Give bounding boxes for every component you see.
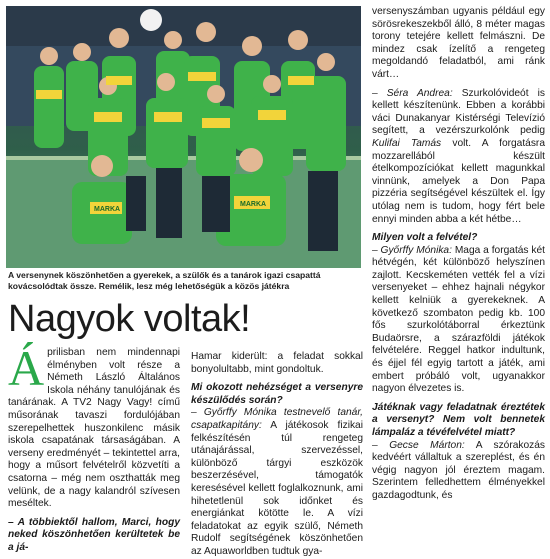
speaker-name: – Győrffy Mónika: bbox=[372, 244, 452, 256]
answer-text: volt. A forgatásra mozzarellából készült ételkompozíciókat kellett magunkkal vinnünk, amelyek a Don Papa pizzéria segítségével készültek el. Így utólag nem is tudom, hogy fért bele ennyi minden abba a két hétbe… bbox=[372, 137, 545, 225]
article-column-1 bbox=[8, 340, 180, 555]
article-column-2 bbox=[191, 351, 363, 559]
team-photo bbox=[6, 6, 361, 268]
interview-question: – A többiektől hallom, Marci, hogy neked köszönhetően kerültetek be a já- bbox=[8, 516, 180, 553]
team-photo-illustration bbox=[6, 6, 361, 268]
speaker-name: – Séra Andrea: bbox=[372, 87, 453, 99]
paragraph: versenyszámban ugyanis például egy sörösrekeszekből álló, 8 méter magas torony tetejére kellett felmászni. De mindez csak ízelítő a rengeteg megoldandó feladatból, ami ránk várt… bbox=[372, 6, 545, 80]
article-headline: Nagyok voltak! bbox=[8, 298, 251, 340]
photo-caption: A versenynek köszönhetően a gyerekek, a szülők és a tanárok igazi csapattá kovácsolódtak össze. Remélik, lesz még lehetőségük a közös játékra bbox=[8, 270, 321, 291]
answer-text: Maga a forgatás két hétvégén, két különböző helyszínen zajlott. Kecskeméten vették fel a vízi versenyeket – ehhez hajnali négykor kellett kelniük a gyerekeknek. A következő szombaton pedig kb. 100 fős szurkolótáborral érkeztünk Budaörsre, a szárazföldi játékok felvételére. Reggel hatkor indultunk, és éjjel fél egyig tartott a játék, ami embert próbáló volt, ugyanakkor nagyon élvezetes is. bbox=[372, 244, 545, 395]
speaker-name: – Gecse Márton: bbox=[372, 439, 465, 451]
answer-text: A szórakozás kedvéért vállaltuk a szereplést, és én végig nagyon jól éreztem magam. Szerintem felledhettem élményekkel gazdagodtunk, és bbox=[372, 439, 546, 501]
article-column-3 bbox=[372, 6, 545, 503]
interview-question: Játéknak vagy feladatnak éreztétek a versenyt? Nem volt bennetek lámpaláz a tévéfelvétel miatt? bbox=[372, 401, 545, 438]
shirt-logo-text: MARKA bbox=[94, 206, 121, 213]
person-name: Kulifai Tamás bbox=[372, 137, 442, 149]
speaker-name: – Győrffy Mónika testnevelő tanár, csapatkapitány: bbox=[191, 407, 363, 431]
interview-question: Milyen volt a felvétel? bbox=[372, 232, 478, 244]
answer-text: Szurkolóvideót is kellett készítenünk. Ebben a korábbi váci Dunakanyar Kistérségi Televízió segített, a vezérszurkolónk pedig bbox=[372, 87, 545, 137]
interview-question: Mi okozott nehézséget a versenyre készülődés során? bbox=[191, 382, 363, 406]
paragraph: Hamar kiderült: a feladat sokkal bonyolultabb, mint gondoltuk. bbox=[191, 351, 363, 375]
intro-text: prilisban nem mindennapi élményben volt része a Németh László Általános Iskola néhány tanulójának és tanárának. A TV2 Nagy Vagy! című műsorának tavaszi fordulójában szerepelhettek huszonkilenc másik iskola csapatának társaságában. A verseny eredményét – tekintettel arra, hogy a műsort felvételről közvetíti a csatorna – még nem oszthatták meg velünk, de a nagy kalandról szívesen meséltek. bbox=[8, 347, 180, 510]
drop-cap: Á bbox=[8, 340, 45, 396]
answer-text: A játékosok fizikai felkészítésén túl rengeteg utánajárással, szervezéssel, különböző tárgyi eszközök beszerzésével, támogatók keresésével kellett foglalkoznunk, ami hihetetlenül sok időnket és energiánkat kötötte le. A vízi feladatokat az egyik szülő, Németh Rudolf segítségének köszönhetően az Aquaworldben tudtuk gya- bbox=[191, 419, 363, 557]
shirt-logo-text: MARKA bbox=[240, 201, 267, 208]
